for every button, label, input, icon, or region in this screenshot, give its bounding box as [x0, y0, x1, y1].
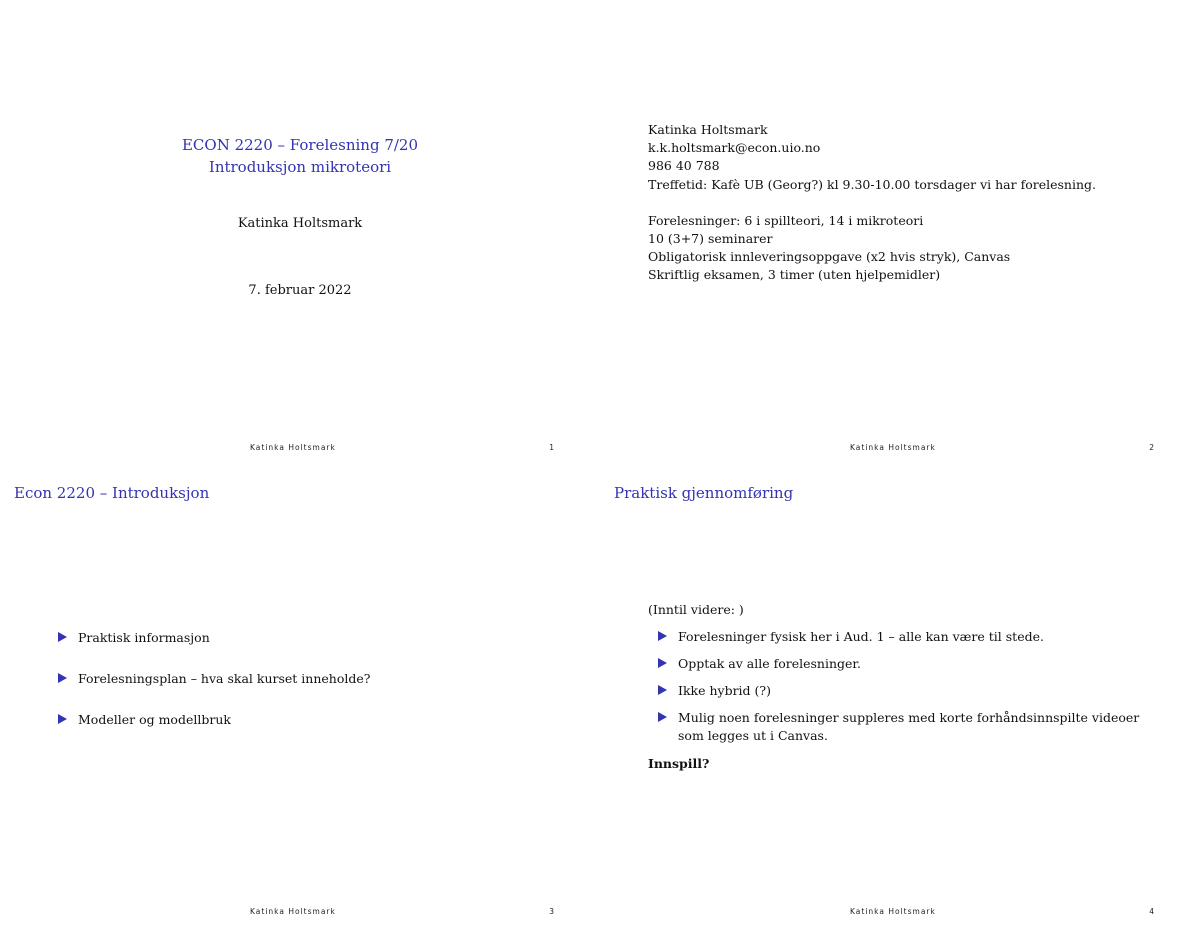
- bullet-triangle-icon: [658, 685, 667, 695]
- frame-title: Econ 2220 – Introduksjon: [14, 484, 210, 502]
- footer-author: Katinka Holtsmark: [850, 907, 936, 916]
- list-item: Forelesninger fysisk her i Aud. 1 – alle kan være til stede.: [658, 628, 1158, 646]
- info-line: 986 40 788: [648, 158, 720, 174]
- list-item: Ikke hybrid (?): [658, 682, 1158, 700]
- footer-author: Katinka Holtsmark: [850, 443, 936, 452]
- footer-author: Katinka Holtsmark: [250, 907, 336, 916]
- author: Katinka Holtsmark: [237, 216, 363, 231]
- list-item: Modeller og modellbruk: [58, 711, 370, 728]
- page-number: 4: [1149, 907, 1154, 916]
- bullet-triangle-icon: [658, 631, 667, 641]
- list-item: Forelesningsplan – hva skal kurset inneholde?: [58, 670, 370, 687]
- info-line: Katinka Holtsmark: [648, 122, 768, 137]
- bullet-triangle-icon: [58, 714, 67, 724]
- bullet-list: [658, 628, 1158, 754]
- bullet-list: [58, 629, 370, 752]
- info-line: k.k.holtsmark@econ.uio.no: [648, 140, 821, 156]
- frame-title: Praktisk gjennomføring: [614, 484, 794, 502]
- list-item: Praktisk informasjon: [58, 629, 370, 646]
- list-item: Opptak av alle forelesninger.: [658, 655, 1158, 673]
- page-number: 2: [1149, 443, 1154, 452]
- contact-info: [648, 121, 1096, 285]
- call-to-action: Innspill?: [648, 756, 710, 771]
- info-line: Skriftlig eksamen, 3 timer (uten hjelpemidler): [648, 267, 941, 283]
- page-number: 1: [549, 443, 554, 452]
- slide-title-line2: Introduksjon mikroteori: [208, 158, 392, 176]
- slide-1: [0, 0, 600, 463]
- bullet-triangle-icon: [58, 673, 67, 683]
- bullet-triangle-icon: [58, 632, 67, 642]
- info-line: Obligatorisk innleveringsoppgave (x2 hvis stryk), Canvas: [648, 249, 1011, 265]
- title-block: [0, 134, 600, 178]
- info-line: Forelesninger: 6 i spillteori, 14 i mikroteori: [648, 212, 924, 228]
- list-item: Mulig noen forelesninger suppleres med korte forhåndsinnspilte videoer som legges ut i Canvas.: [658, 709, 1158, 745]
- intro-text: (Inntil videre: ): [648, 602, 744, 617]
- bullet-triangle-icon: [658, 658, 667, 668]
- page-number: 3: [549, 907, 554, 916]
- slide-4: [600, 464, 1200, 927]
- info-line: 10 (3+7) seminarer: [648, 231, 773, 247]
- info-line: Treffetid: Kafè UB (Georg?) kl 9.30-10.00 torsdager vi har forelesning.: [648, 176, 1096, 192]
- slide-3: [0, 464, 600, 927]
- footer-author: Katinka Holtsmark: [250, 443, 336, 452]
- date: 7. februar 2022: [248, 283, 352, 298]
- slide-title-line1: ECON 2220 – Forelesning 7/20: [181, 136, 419, 154]
- slide-2: [600, 0, 1200, 463]
- bullet-triangle-icon: [658, 712, 667, 722]
